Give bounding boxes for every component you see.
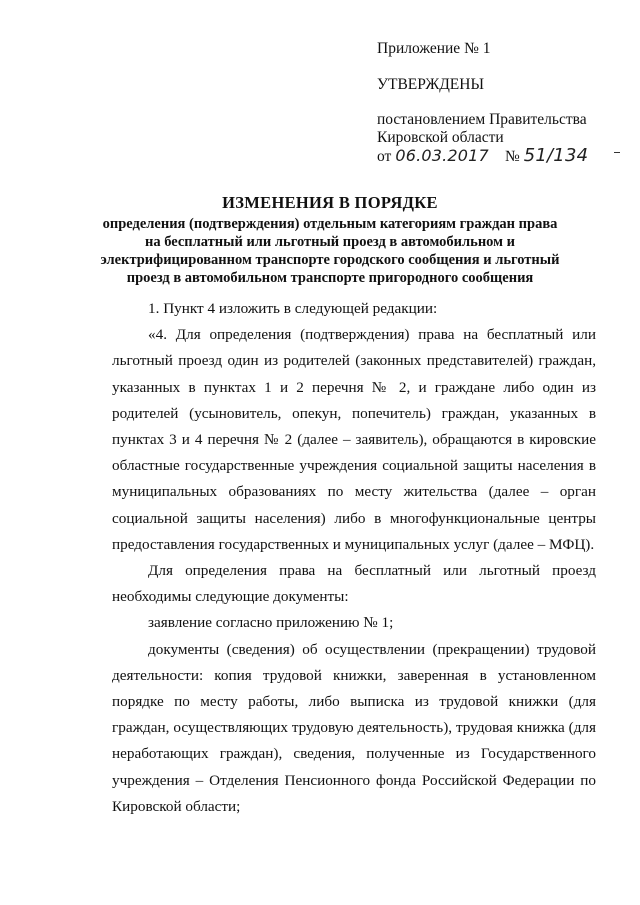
- number-prefix: №: [504, 148, 520, 165]
- approved-label: УТВЕРЖДЕНЫ: [377, 76, 484, 93]
- approval-date-row: [377, 147, 627, 166]
- paragraph: «4. Для определения (подтверждения) права на бесплатный или льготный проезд один из родителей (законных представителей) граждан, указанных в пунктах 1 и 2 перечня № 2, и граждане либо один из родителей (усыновитель, опекун, попечитель) граждан, указанных в пунктах 3 и 4 перечня № 2 (далее – заявитель), обращаются в кировские областные государственные учреждения социальной защиты населения в муниципальных образованиях по месту жительства (далее – орган социальной защиты населения) либо в многофункциональные центры предоставления государственных и муниципальных услуг (далее – МФЦ).: [112, 326, 596, 553]
- margin-mark: [614, 152, 620, 153]
- body-text: [112, 296, 596, 820]
- document-title: ИЗМЕНЕНИЯ В ПОРЯДКЕ: [222, 193, 438, 212]
- handwritten-date: 06.03.2017: [395, 146, 489, 165]
- handwritten-number: 51/134: [523, 145, 589, 166]
- paragraph: Для определения права на бесплатный или льготный проезд необходимы следующие документы:: [112, 562, 596, 606]
- document-subtitle: определения (подтверждения) отдельным категориям граждан права на бесплатный или льготный проезд в автомобильном и электрифицированном транспорте городского сообщения и льготный проезд в автомобильном транспорте пригородного сообщения: [100, 216, 560, 286]
- approval-region-line: Кировской области: [377, 129, 504, 146]
- date-prefix: от: [377, 148, 392, 165]
- paragraph: документы (сведения) об осуществлении (прекращении) трудовой деятельности: копия трудовой книжки, заверенная в установленном порядке по месту работы, либо выписка из трудовой книжки (для граждан, осуществляющих трудовую деятельность), трудовая книжка (для неработающих граждан), сведения, полученные из Государственного учреждения – Отделения Пенсионного фонда Российской Федерации по Кировской области;: [112, 640, 596, 815]
- paragraph: заявление согласно приложению № 1;: [148, 614, 394, 632]
- appendix-label: Приложение № 1: [377, 40, 491, 57]
- approval-decree-line: постановлением Правительства: [377, 111, 587, 128]
- title-block: [100, 193, 560, 287]
- approval-block: [377, 40, 627, 166]
- paragraph: 1. Пункт 4 изложить в следующей редакции:: [148, 300, 438, 317]
